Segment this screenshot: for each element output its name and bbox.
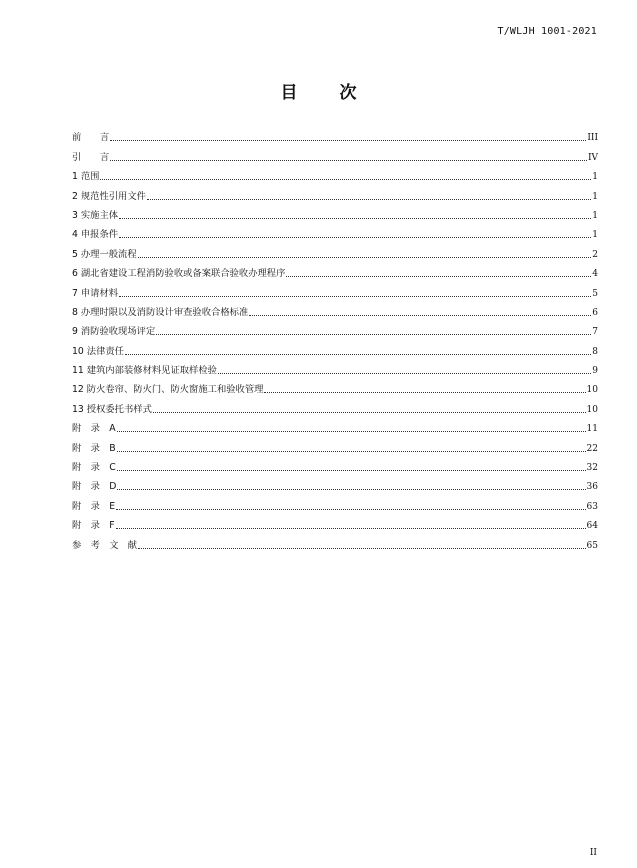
toc-entry-appendix-e[interactable] <box>72 493 598 512</box>
toc-entry-page: 4 <box>592 269 598 280</box>
toc-leader-dots <box>110 140 586 141</box>
toc-leader-dots <box>125 354 591 355</box>
toc-entry-label: 4 申报条件 <box>72 229 119 241</box>
toc-entry-1[interactable] <box>72 164 598 183</box>
toc-leader-dots <box>249 315 591 316</box>
footer-page-number: II <box>589 848 597 858</box>
toc-entry-label: 12 防火卷帘、防火门、防火窗施工和验收管理 <box>72 384 264 396</box>
toc-entry-page: 11 <box>586 424 598 435</box>
toc-entry-13[interactable] <box>72 396 598 415</box>
toc-entry-page: 65 <box>586 540 598 551</box>
page-title: 目 次 <box>280 83 375 103</box>
toc-entry-label: 引 言 <box>72 151 110 163</box>
toc-leader-dots <box>264 392 585 393</box>
toc-leader-dots <box>153 412 586 413</box>
toc-entry-page: 10 <box>586 404 598 415</box>
toc-entry-label: 附 录 E <box>72 500 116 512</box>
toc-entry-label: 8 办理时限以及消防设计审查验收合格标准 <box>72 306 249 318</box>
toc-leader-dots <box>119 237 591 238</box>
toc-leader-dots <box>138 548 585 549</box>
table-of-contents <box>72 125 598 552</box>
toc-entry-label: 附 录 A <box>72 423 116 435</box>
toc-entry-appendix-b[interactable] <box>72 435 598 454</box>
toc-entry-8[interactable] <box>72 300 598 319</box>
toc-leader-dots <box>286 276 591 277</box>
toc-entry-label: 3 实施主体 <box>72 209 119 221</box>
toc-entry-page: 22 <box>586 443 598 454</box>
toc-entry-page: 64 <box>586 521 598 532</box>
toc-entry-2[interactable] <box>72 183 598 202</box>
toc-entry-page: 8 <box>592 346 598 357</box>
toc-entry-introduction[interactable] <box>72 144 598 163</box>
toc-entry-label: 5 办理一般流程 <box>72 248 137 260</box>
toc-entry-page: 1 <box>592 210 598 221</box>
toc-leader-dots <box>156 334 591 335</box>
toc-entry-7[interactable] <box>72 280 598 299</box>
toc-leader-dots <box>117 431 586 432</box>
toc-entry-appendix-c[interactable] <box>72 455 598 474</box>
toc-entry-page: 7 <box>592 327 598 338</box>
toc-leader-dots <box>138 257 592 258</box>
toc-entry-label: 13 授权委托书样式 <box>72 403 152 415</box>
toc-entry-foreword[interactable] <box>72 125 598 144</box>
toc-leader-dots <box>119 218 591 219</box>
toc-leader-dots <box>116 509 585 510</box>
toc-entry-label: 1 范围 <box>72 171 100 183</box>
toc-entry-references[interactable] <box>72 532 598 551</box>
toc-entry-appendix-f[interactable] <box>72 513 598 532</box>
toc-entry-3[interactable] <box>72 203 598 222</box>
toc-leader-dots <box>100 179 591 180</box>
toc-leader-dots <box>117 489 585 490</box>
toc-leader-dots <box>110 160 587 161</box>
toc-entry-page: 9 <box>592 366 598 377</box>
toc-entry-page: 5 <box>592 288 598 299</box>
toc-entry-5[interactable] <box>72 241 598 260</box>
toc-entry-label: 2 规范性引用文件 <box>72 190 146 202</box>
toc-entry-10[interactable] <box>72 338 598 357</box>
toc-leader-dots <box>218 373 591 374</box>
toc-entry-9[interactable] <box>72 319 598 338</box>
toc-entry-page: 1 <box>592 230 598 241</box>
toc-entry-4[interactable] <box>72 222 598 241</box>
toc-entry-page: IV <box>587 152 598 163</box>
toc-entry-label: 附 录 F <box>72 520 115 532</box>
toc-entry-label: 7 申请材料 <box>72 287 119 299</box>
toc-entry-page: 2 <box>592 249 598 260</box>
toc-entry-label: 11 建筑内部装修材料见证取样检验 <box>72 365 217 377</box>
toc-entry-page: III <box>587 133 598 144</box>
toc-entry-page: 36 <box>586 482 598 493</box>
toc-entry-label: 附 录 C <box>72 462 116 474</box>
toc-entry-page: 1 <box>592 172 598 183</box>
toc-entry-6[interactable] <box>72 261 598 280</box>
toc-entry-label: 前 言 <box>72 132 110 144</box>
toc-entry-label: 10 法律责任 <box>72 345 124 357</box>
toc-leader-dots <box>119 296 591 297</box>
toc-entry-page: 32 <box>586 463 598 474</box>
toc-leader-dots <box>117 451 586 452</box>
toc-leader-dots <box>147 199 591 200</box>
toc-entry-label: 附 录 B <box>72 442 116 454</box>
toc-entry-12[interactable] <box>72 377 598 396</box>
toc-entry-page: 1 <box>592 191 598 202</box>
toc-entry-label: 参 考 文 献 <box>72 539 138 551</box>
toc-entry-page: 10 <box>586 385 598 396</box>
toc-leader-dots <box>116 528 586 529</box>
toc-entry-appendix-a[interactable] <box>72 416 598 435</box>
standard-code: T/WLJH 1001-2021 <box>497 26 597 37</box>
toc-entry-appendix-d[interactable] <box>72 474 598 493</box>
toc-entry-page: 63 <box>586 501 598 512</box>
toc-entry-label: 9 消防验收现场评定 <box>72 326 156 338</box>
toc-entry-label: 附 录 D <box>72 481 117 493</box>
toc-entry-label: 6 湖北省建设工程消防验收或备案联合验收办理程序 <box>72 268 286 280</box>
toc-entry-page: 6 <box>592 307 598 318</box>
toc-leader-dots <box>117 470 586 471</box>
toc-entry-11[interactable] <box>72 358 598 377</box>
